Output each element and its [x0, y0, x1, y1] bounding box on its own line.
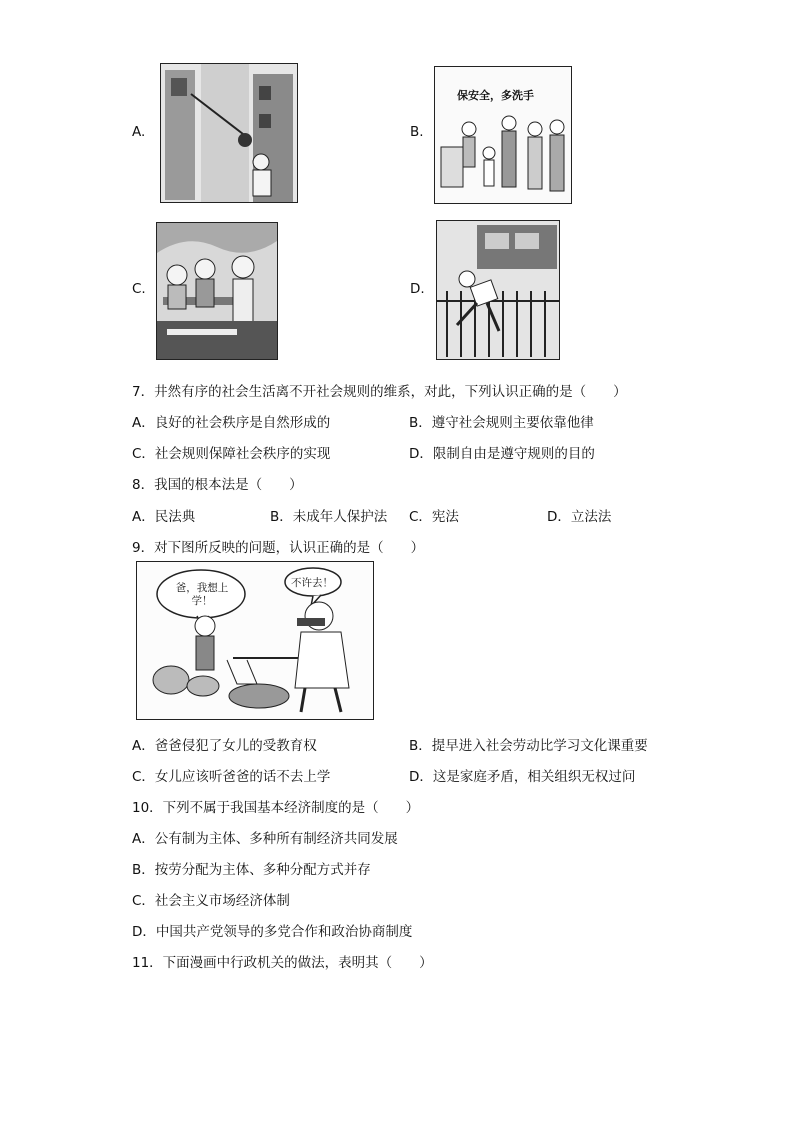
question-9-option-c: C．女儿应该听爸爸的话不去上学	[132, 769, 331, 785]
option-c-cartoon	[156, 222, 278, 360]
question-11-stem: 11．下面漫画中行政机关的做法，表明其（ ）	[132, 955, 433, 971]
question-7-stem: 7．井然有序的社会生活离不开社会规则的维系，对此，下列认识正确的是（ ）	[132, 384, 627, 400]
option-d-cartoon	[436, 220, 560, 360]
question-7-option-c: C．社会规则保障社会秩序的实现	[132, 446, 331, 462]
question-10-option-c: C．社会主义市场经济体制	[132, 893, 290, 909]
option-c-label: C.	[132, 281, 146, 297]
option-b-cartoon	[434, 66, 572, 204]
question-10-option-b: B．按劳分配为主体、多种分配方式并存	[132, 862, 371, 878]
question-9-option-a: A．爸爸侵犯了女儿的受教育权	[132, 738, 317, 754]
question-9-option-d: D．这是家庭矛盾，相关组织无权过问	[409, 769, 636, 785]
girl-speech-bubble: 爸，我想上学！	[175, 582, 229, 607]
father-speech-bubble: 不许去！	[291, 577, 333, 589]
climbing-fence-cartoon	[437, 221, 559, 359]
question-8-option-a: A．民法典	[132, 509, 196, 525]
question-8-option-b: B．未成年人保护法	[270, 509, 388, 525]
question-10-stem: 10．下列不属于我国基本经济制度的是（ ）	[132, 800, 420, 816]
question-9-option-b: B．提早进入社会劳动比学习文化课重要	[409, 738, 648, 754]
question-7-option-b: B．遵守社会规则主要依靠他律	[409, 415, 594, 431]
option-a-cartoon	[160, 63, 298, 203]
handwash-sign-text: 保安全，多洗手	[457, 89, 534, 102]
option-a-label: A.	[132, 124, 146, 140]
falling-object-building-cartoon	[161, 64, 297, 202]
option-b-label: B.	[410, 124, 424, 140]
question-7-option-a: A．良好的社会秩序是自然形成的	[132, 415, 331, 431]
question-10-option-a: A．公有制为主体、多种所有制经济共同发展	[132, 831, 398, 847]
question-9-cartoon	[136, 561, 374, 720]
question-9-stem: 9．对下图所反映的问题，认识正确的是（ ）	[132, 540, 425, 556]
people-on-bench-cartoon	[157, 223, 277, 359]
question-8-option-c: C．宪法	[409, 509, 459, 525]
question-8-option-d: D．立法法	[547, 509, 612, 525]
question-8-stem: 8．我国的根本法是（ ）	[132, 477, 303, 493]
option-d-label: D.	[410, 281, 425, 297]
question-7-option-d: D．限制自由是遵守规则的目的	[409, 446, 595, 462]
question-10-option-d: D．中国共产党领导的多党合作和政治协商制度	[132, 924, 413, 940]
